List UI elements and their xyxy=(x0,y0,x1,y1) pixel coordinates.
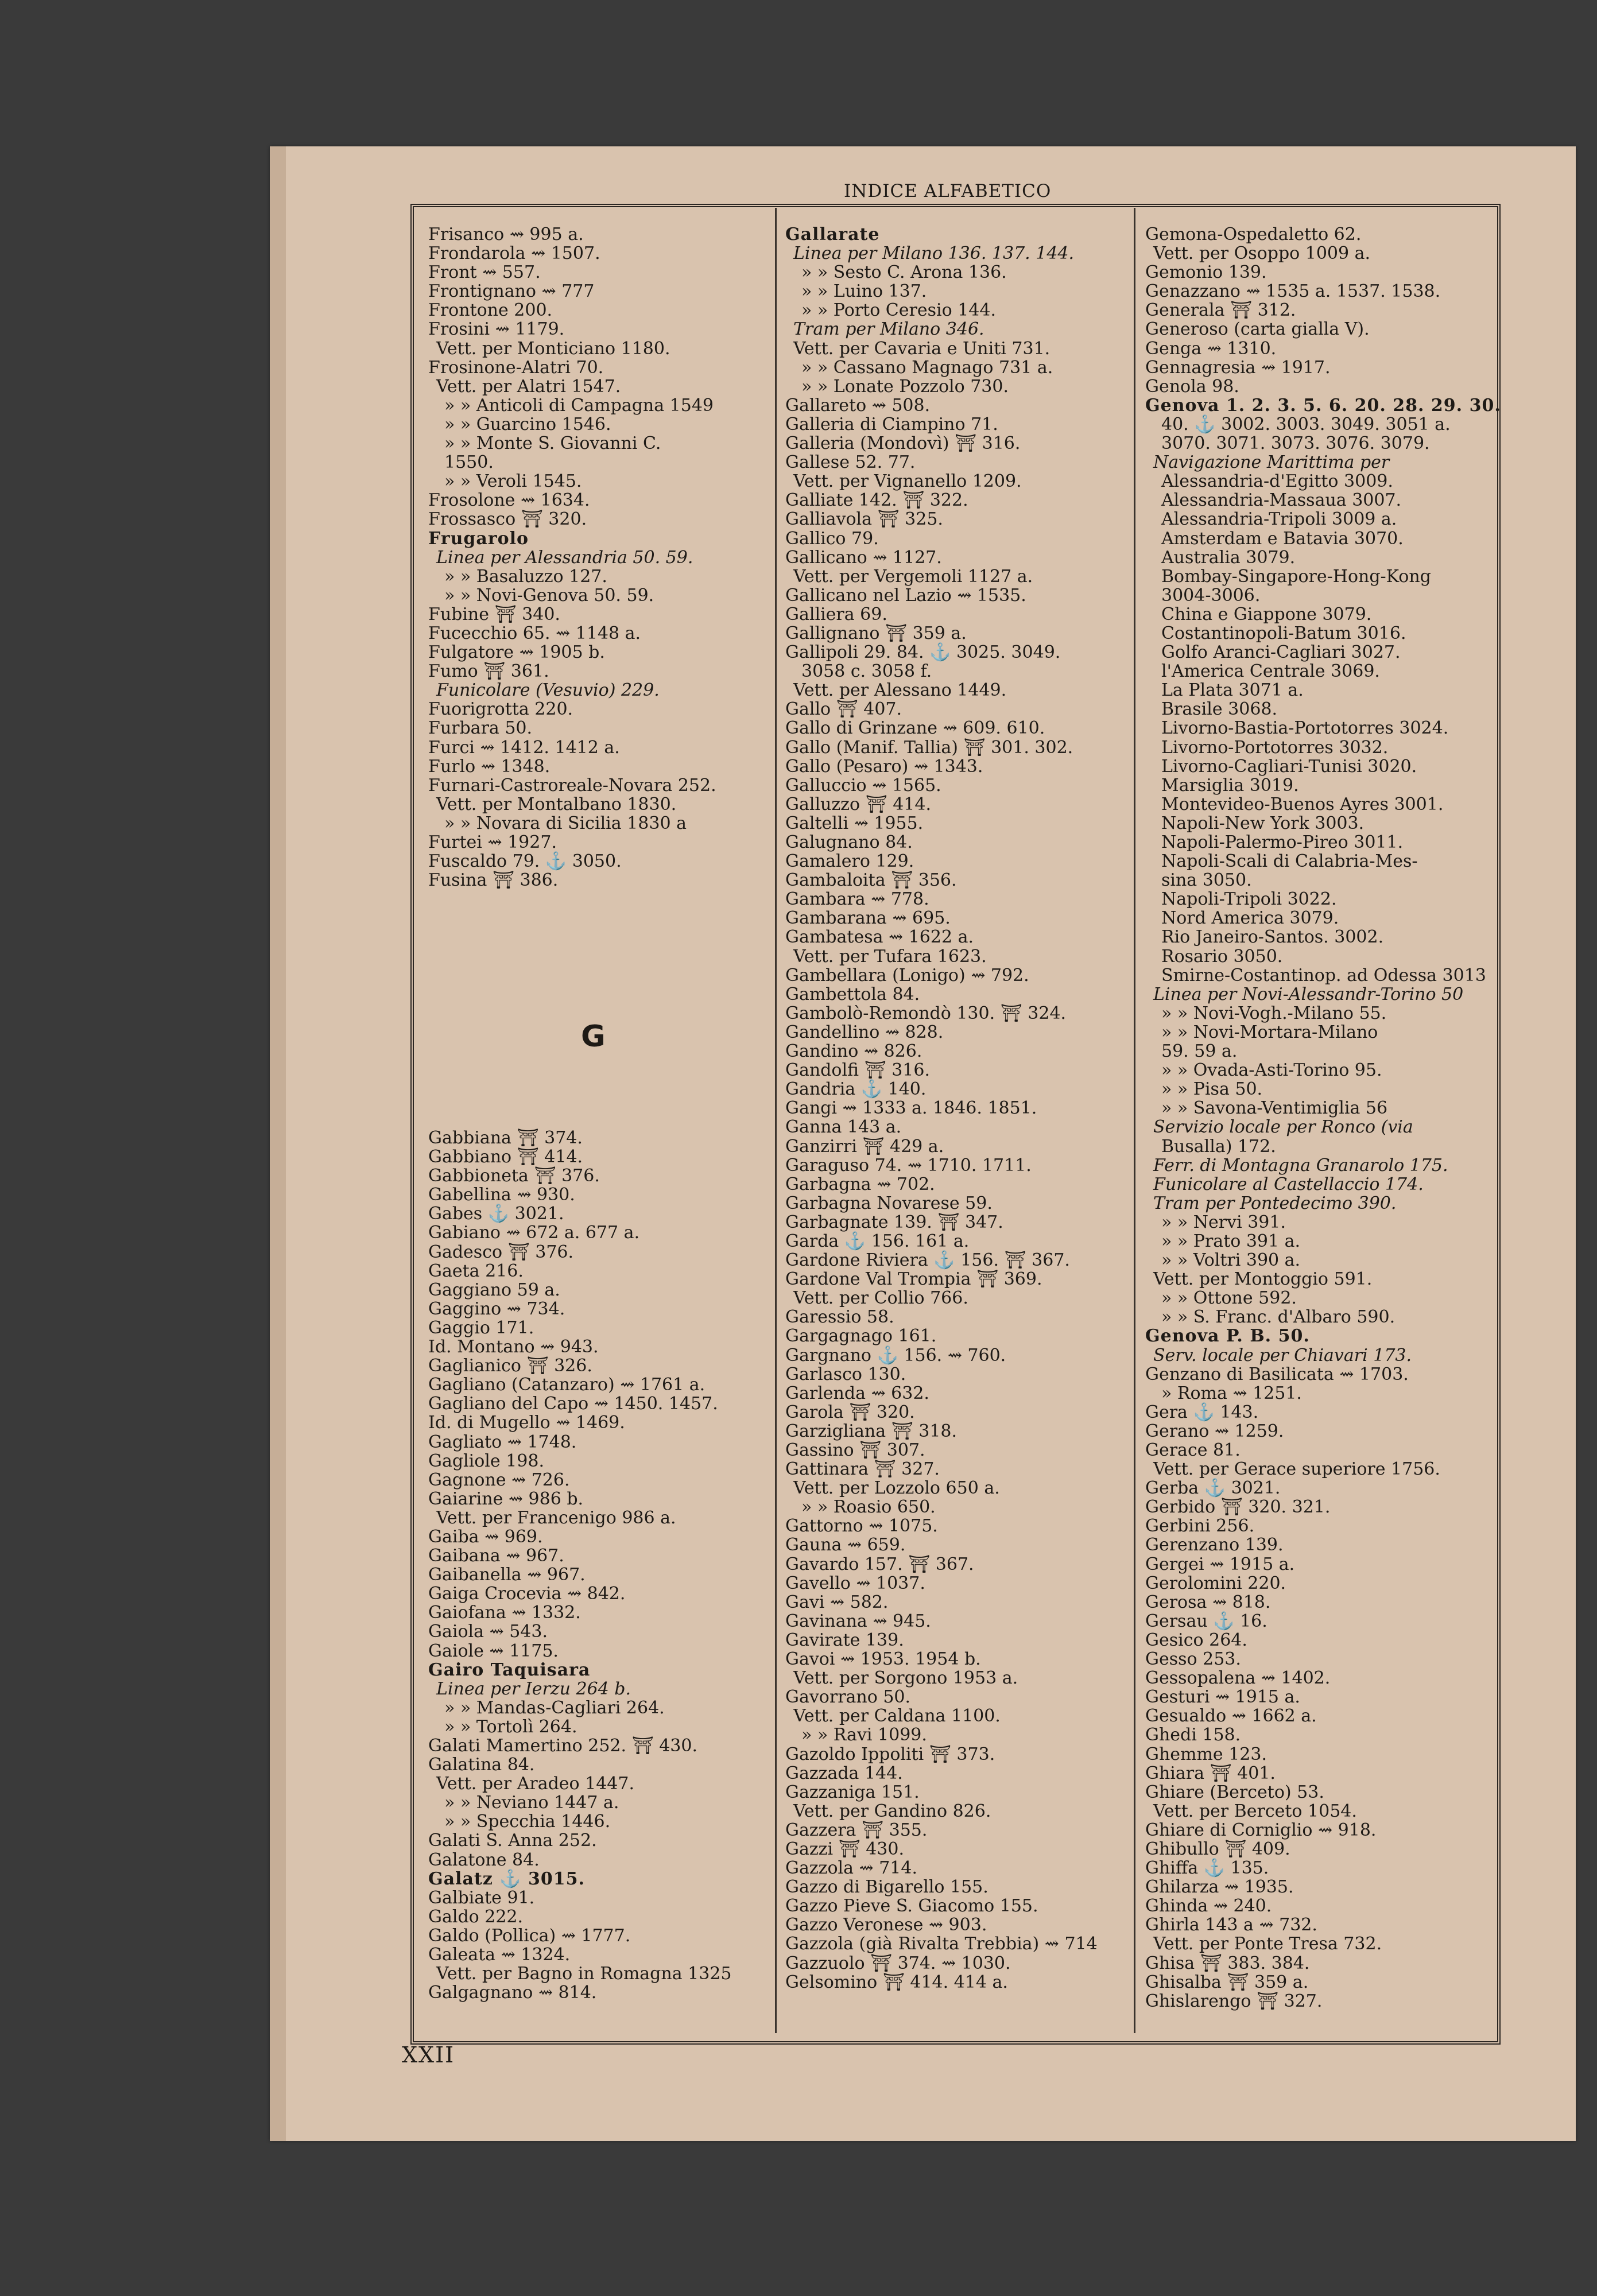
index-entry: » » Roasio 650. xyxy=(801,1497,936,1518)
index-entry: Gavirate 139. xyxy=(785,1630,904,1650)
index-entry: Ferr. di Montagna Granarolo 175. xyxy=(1153,1155,1448,1176)
section-letter: G xyxy=(581,1019,606,1054)
index-entry: Galdo 222. xyxy=(428,1906,524,1927)
index-entry: Marsiglia 3019. xyxy=(1161,775,1299,796)
index-entry: Ghedi 158. xyxy=(1145,1725,1241,1746)
index-entry: » » Ovada-Asti-Torino 95. xyxy=(1161,1060,1382,1081)
index-entry: Gabellina ⇝ 930. xyxy=(428,1185,575,1205)
index-entry: Genzano di Basilicata ⇝ 1703. xyxy=(1145,1364,1409,1384)
index-entry: Vett. per Gandino 826. xyxy=(793,1801,991,1821)
index-entry: Rio Janeiro-Santos. 3002. xyxy=(1161,927,1384,948)
index-entry: Furci ⇝ 1412. 1412 a. xyxy=(428,737,620,758)
index-entry: Fuorigrotta 220. xyxy=(428,699,573,720)
index-entry: Id. Montano ⇝ 943. xyxy=(428,1337,599,1358)
index-entry: Napoli-Scali di Calabria-Mes- xyxy=(1161,851,1418,872)
index-entry: Gairo Taquisara xyxy=(428,1659,591,1680)
index-entry: Galluccio ⇝ 1565. xyxy=(785,775,941,796)
index-entry: Ghinda ⇝ 240. xyxy=(1145,1896,1272,1917)
index-entry: sina 3050. xyxy=(1161,870,1252,891)
index-entry: Australia 3079. xyxy=(1161,547,1296,568)
index-entry: » » Voltri 390 a. xyxy=(1161,1250,1301,1271)
index-entry: Gambatesa ⇝ 1622 a. xyxy=(785,927,974,948)
index-entry: » » Guarcino 1546. xyxy=(444,414,611,435)
index-entry: Galtelli ⇝ 1955. xyxy=(785,813,924,833)
index-entry: Gattorno ⇝ 1075. xyxy=(785,1516,938,1537)
index-entry: Garlasco 130. xyxy=(785,1364,906,1384)
index-entry: Gandellino ⇝ 828. xyxy=(785,1022,944,1042)
index-entry: 3004-3006. xyxy=(1161,585,1261,606)
index-entry: Busalla) 172. xyxy=(1161,1136,1276,1157)
index-entry: Vett. per Osoppo 1009 a. xyxy=(1153,243,1371,264)
index-entry: Furnari-Castroreale-Novara 252. xyxy=(428,775,716,796)
page-spine-edge xyxy=(270,146,286,2141)
index-entry: Furbara 50. xyxy=(428,718,533,739)
index-entry: Garzigliana ⛩ 318. xyxy=(785,1421,958,1441)
index-entry: Ghiara ⛩ 401. xyxy=(1145,1763,1276,1783)
index-entry: Bombay-Singapore-Hong-Kong xyxy=(1161,566,1431,587)
index-entry: Gardone Val Trompia ⛩ 369. xyxy=(785,1269,1042,1290)
index-entry: » » Prato 391 a. xyxy=(1161,1231,1301,1251)
index-column-2 xyxy=(785,225,1118,1992)
index-entry: Gargagnago 161. xyxy=(785,1326,937,1347)
index-entry: Galati S. Anna 252. xyxy=(428,1830,597,1851)
index-entry: » » Cassano Magnago 731 a. xyxy=(801,357,1053,378)
column-rule-1 xyxy=(775,208,777,2033)
index-entry: Gesso 253. xyxy=(1145,1649,1241,1670)
index-entry: » » Monte S. Giovanni C. xyxy=(444,433,661,454)
index-entry: 59. 59 a. xyxy=(1161,1041,1238,1062)
index-entry: Gaibanella ⇝ 967. xyxy=(428,1565,586,1585)
index-entry: Ghiare (Berceto) 53. xyxy=(1145,1782,1324,1802)
index-entry: Frosolone ⇝ 1634. xyxy=(428,490,590,511)
index-entry: Ghibullo ⛩ 409. xyxy=(1145,1839,1290,1859)
index-entry: Gersau ⚓ 16. xyxy=(1145,1611,1267,1631)
index-entry: Gerosa ⇝ 818. xyxy=(1145,1592,1271,1612)
index-entry: » » Anticoli di Campagna 1549 xyxy=(444,395,714,416)
index-entry: Gambettola 84. xyxy=(785,984,920,1004)
index-entry: » Roma ⇝ 1251. xyxy=(1161,1383,1302,1403)
index-entry: Gemona-Ospedaletto 62. xyxy=(1145,224,1362,245)
index-entry: » » Novi-Mortara-Milano xyxy=(1161,1022,1378,1042)
index-entry: Gallareto ⇝ 508. xyxy=(785,395,931,416)
index-entry: Gadesco ⛩ 376. xyxy=(428,1242,574,1262)
index-entry: Gambarana ⇝ 695. xyxy=(785,908,951,929)
index-entry: Gamalero 129. xyxy=(785,851,914,872)
index-entry: Gandolfi ⛩ 316. xyxy=(785,1060,930,1081)
index-entry: Gambellara (Lonigo) ⇝ 792. xyxy=(785,965,1029,986)
index-entry: 3070. 3071. 3073. 3076. 3079. xyxy=(1161,433,1430,454)
index-entry: La Plata 3071 a. xyxy=(1161,680,1304,701)
index-entry: Gassino ⛩ 307. xyxy=(785,1440,925,1460)
index-entry: Gazzera ⛩ 355. xyxy=(785,1820,928,1840)
index-entry: Galleria di Ciampino 71. xyxy=(785,414,998,435)
index-entry: Napoli-New York 3003. xyxy=(1161,813,1365,833)
index-entry: Alessandria-d'Egitto 3009. xyxy=(1161,471,1393,492)
index-entry: Gavoi ⇝ 1953. 1954 b. xyxy=(785,1649,981,1670)
index-entry: Galeata ⇝ 1324. xyxy=(428,1945,571,1965)
index-entry: Ghiffa ⚓ 135. xyxy=(1145,1858,1269,1879)
index-entry: » » Basaluzzo 127. xyxy=(444,566,607,587)
index-entry: Gergei ⇝ 1915 a. xyxy=(1145,1554,1295,1574)
index-entry: Gallipoli 29. 84. ⚓ 3025. 3049. xyxy=(785,642,1061,663)
index-entry: Gaibana ⇝ 967. xyxy=(428,1546,564,1566)
index-entry: Gazzo Pieve S. Giacomo 155. xyxy=(785,1896,1038,1917)
index-entry: » » Neviano 1447 a. xyxy=(444,1793,619,1813)
index-entry: Garbagna Novarese 59. xyxy=(785,1193,993,1213)
index-entry: Serv. locale per Chiavari 173. xyxy=(1153,1345,1412,1366)
index-entry: Vett. per Lozzolo 650 a. xyxy=(793,1478,1000,1499)
index-entry: Gaiole ⇝ 1175. xyxy=(428,1640,559,1661)
index-entry: » » Sesto C. Arona 136. xyxy=(801,262,1007,283)
index-column-1-g xyxy=(428,1128,761,2002)
index-entry: Linea per Novi-Alessandr-Torino 50 xyxy=(1153,984,1464,1004)
index-entry: Gazzola ⇝ 714. xyxy=(785,1858,918,1879)
index-entry: Gessopalena ⇝ 1402. xyxy=(1145,1668,1331,1689)
index-entry: Genazzano ⇝ 1535 a. 1537. 1538. xyxy=(1145,281,1441,302)
index-entry: » » Savona-Ventimiglia 56 xyxy=(1161,1098,1388,1119)
index-entry: Nord America 3079. xyxy=(1161,908,1339,929)
index-entry: Gaggiano 59 a. xyxy=(428,1279,560,1300)
index-entry: Gagliato ⇝ 1748. xyxy=(428,1432,577,1452)
index-entry: Vett. per Alatri 1547. xyxy=(436,376,621,397)
index-entry: » » Pisa 50. xyxy=(1161,1079,1263,1100)
index-entry: Galatina 84. xyxy=(428,1755,535,1775)
index-entry: Ghemme 123. xyxy=(1145,1744,1267,1764)
index-entry: Gaggino ⇝ 734. xyxy=(428,1298,565,1319)
index-entry: Gallo (Manif. Tallia) ⛩ 301. 302. xyxy=(785,737,1073,758)
index-entry: Gavello ⇝ 1037. xyxy=(785,1573,925,1593)
index-entry: Alessandria-Tripoli 3009 a. xyxy=(1161,509,1397,530)
index-entry: Galdo (Pollica) ⇝ 1777. xyxy=(428,1925,631,1946)
index-entry: Gabbiano ⛩ 414. xyxy=(428,1147,583,1168)
index-entry: Gaiola ⇝ 543. xyxy=(428,1622,548,1642)
index-entry: Gazzola (già Rivalta Trebbia) ⇝ 714 xyxy=(785,1934,1098,1954)
index-entry: Funicolare al Castellaccio 174. xyxy=(1153,1174,1424,1194)
index-entry: Brasile 3068. xyxy=(1161,699,1278,720)
index-entry: Linea per Milano 136. 137. 144. xyxy=(793,243,1075,264)
index-entry: Galliera 69. xyxy=(785,604,887,625)
index-entry: l'America Centrale 3069. xyxy=(1161,661,1380,682)
index-entry: Napoli-Palermo-Pireo 3011. xyxy=(1161,832,1404,852)
index-entry: Gabbiana ⛩ 374. xyxy=(428,1128,583,1148)
index-entry: Gagliano (Catanzaro) ⇝ 1761 a. xyxy=(428,1375,706,1395)
index-entry: Gavinana ⇝ 945. xyxy=(785,1611,931,1631)
index-entry: Garlenda ⇝ 632. xyxy=(785,1383,929,1403)
index-entry: 40. ⚓ 3002. 3003. 3049. 3051 a. xyxy=(1161,414,1451,435)
index-entry: » » Novara di Sicilia 1830 a xyxy=(444,813,687,833)
index-entry: Garaguso 74. ⇝ 1710. 1711. xyxy=(785,1155,1032,1176)
index-entry: » » Mandas-Cagliari 264. xyxy=(444,1697,665,1718)
index-entry: Garola ⛩ 320. xyxy=(785,1402,915,1422)
index-entry: Gera ⚓ 143. xyxy=(1145,1402,1259,1422)
index-entry: Frontignano ⇝ 777 xyxy=(428,281,595,302)
index-entry: Linea per Alessandria 50. 59. xyxy=(436,547,693,568)
index-entry: Galliavola ⛩ 325. xyxy=(785,509,943,530)
index-entry: Vett. per Montalbano 1830. xyxy=(436,794,677,815)
index-entry: Rosario 3050. xyxy=(1161,946,1283,967)
running-head: INDICE ALFABETICO xyxy=(844,181,1052,201)
index-entry: » » Porto Ceresio 144. xyxy=(801,300,996,321)
index-entry: Furtei ⇝ 1927. xyxy=(428,832,557,852)
index-entry: Vett. per Vergemoli 1127 a. xyxy=(793,566,1033,587)
index-entry: Gazzada 144. xyxy=(785,1763,903,1783)
index-entry: Gerolomini 220. xyxy=(1145,1573,1286,1593)
index-entry: Frisanco ⇝ 995 a. xyxy=(428,224,584,245)
index-entry: Galgagnano ⇝ 814. xyxy=(428,1983,597,2003)
index-entry: Fulgatore ⇝ 1905 b. xyxy=(428,642,605,663)
index-entry: Navigazione Marittima per xyxy=(1153,452,1390,473)
index-entry: Gabbioneta ⛩ 376. xyxy=(428,1166,600,1186)
index-entry: » » Tortolì 264. xyxy=(444,1716,577,1737)
index-entry: Gelsomino ⛩ 414. 414 a. xyxy=(785,1972,1008,1992)
index-entry: » » Novi-Genova 50. 59. xyxy=(444,585,654,606)
index-entry: Livorno-Bastia-Portotorres 3024. xyxy=(1161,718,1449,739)
index-entry: Gerano ⇝ 1259. xyxy=(1145,1421,1284,1441)
index-entry: Vett. per Berceto 1054. xyxy=(1153,1801,1357,1821)
index-entry: Vett. per Monticiano 1180. xyxy=(436,338,670,359)
index-entry: Genova 1. 2. 3. 5. 6. 20. 28. 29. 30. xyxy=(1145,395,1501,416)
index-entry: Gazzi ⛩ 430. xyxy=(785,1839,905,1859)
index-entry: Genga ⇝ 1310. xyxy=(1145,338,1277,359)
index-entry: Gaiga Crocevia ⇝ 842. xyxy=(428,1584,626,1604)
index-entry: » » S. Franc. d'Albaro 590. xyxy=(1161,1307,1396,1328)
index-entry: Gerenzano 139. xyxy=(1145,1535,1284,1556)
index-entry: Gallo di Grinzane ⇝ 609. 610. xyxy=(785,718,1045,739)
index-entry: Gallignano ⛩ 359 a. xyxy=(785,623,967,643)
index-entry: Gavardo 157. ⛩ 367. xyxy=(785,1554,974,1574)
index-entry: Montevideo-Buenos Ayres 3001. xyxy=(1161,794,1444,815)
index-entry: » » Nervi 391. xyxy=(1161,1212,1286,1232)
index-entry: Gattinara ⛩ 327. xyxy=(785,1459,940,1480)
index-entry: Gagnone ⇝ 726. xyxy=(428,1469,570,1490)
index-entry: Gesico 264. xyxy=(1145,1630,1247,1650)
index-entry: Costantinopoli-Batum 3016. xyxy=(1161,623,1406,643)
index-entry: Vett. per Caldana 1100. xyxy=(793,1706,1001,1727)
index-entry: Generoso (carta gialla V). xyxy=(1145,319,1370,340)
index-entry: Gallo (Pesaro) ⇝ 1343. xyxy=(785,756,983,777)
index-entry: Ghiare di Corniglio ⇝ 918. xyxy=(1145,1820,1377,1840)
index-entry: Gagliole 198. xyxy=(428,1450,544,1471)
index-entry: Vett. per Tufara 1623. xyxy=(793,946,987,967)
index-entry: Garda ⚓ 156. 161 a. xyxy=(785,1231,970,1251)
index-entry: Gennagresia ⇝ 1917. xyxy=(1145,357,1331,378)
index-entry: Galluzzo ⛩ 414. xyxy=(785,794,931,815)
index-entry: Galliate 142. ⛩ 322. xyxy=(785,490,968,511)
index-entry: Gaglianico ⛩ 326. xyxy=(428,1356,592,1376)
index-entry: Gerba ⚓ 3021. xyxy=(1145,1478,1281,1499)
index-entry: Gangi ⇝ 1333 a. 1846. 1851. xyxy=(785,1098,1037,1119)
index-entry: Gesualdo ⇝ 1662 a. xyxy=(1145,1706,1317,1727)
page-number: XXII xyxy=(402,2042,455,2068)
index-entry: Furlo ⇝ 1348. xyxy=(428,756,551,777)
index-entry: Vett. per Vignanello 1209. xyxy=(793,471,1022,492)
index-entry: Fumo ⛩ 361. xyxy=(428,661,549,682)
index-entry: Vett. per Cavaria e Uniti 731. xyxy=(793,338,1051,359)
index-entry: Gaiarine ⇝ 986 b. xyxy=(428,1488,584,1509)
index-entry: Smirne-Costantinop. ad Odessa 3013 xyxy=(1161,965,1486,986)
index-entry: Id. di Mugello ⇝ 1469. xyxy=(428,1413,625,1433)
index-entry: Gerbido ⛩ 320. 321. xyxy=(1145,1497,1331,1518)
index-entry: Tram per Milano 346. xyxy=(793,319,984,340)
index-entry: Genola 98. xyxy=(1145,376,1239,397)
index-entry: » » Ravi 1099. xyxy=(801,1725,927,1746)
index-entry: Gazzo di Bigarello 155. xyxy=(785,1877,989,1898)
index-entry: Gaiba ⇝ 969. xyxy=(428,1526,543,1547)
index-entry: Vett. per Bagno in Romagna 1325 xyxy=(436,1964,732,1984)
index-entry: » » Lonate Pozzolo 730. xyxy=(801,376,1009,397)
index-entry: Vett. per Alessano 1449. xyxy=(793,680,1007,701)
index-entry: Galatone 84. xyxy=(428,1849,540,1870)
index-entry: Gargnano ⚓ 156. ⇝ 760. xyxy=(785,1345,1006,1366)
index-entry: Garbagnate 139. ⛩ 347. xyxy=(785,1212,1003,1232)
index-entry: Vett. per Ponte Tresa 732. xyxy=(1153,1934,1382,1954)
index-entry: Gallicano ⇝ 1127. xyxy=(785,547,942,568)
index-entry: Gabiano ⇝ 672 a. 677 a. xyxy=(428,1223,640,1243)
index-entry: Gerbini 256. xyxy=(1145,1516,1255,1537)
index-entry: Ghisa ⛩ 383. 384. xyxy=(1145,1953,1310,1973)
index-entry: Vett. per Francenigo 986 a. xyxy=(436,1507,676,1528)
index-entry: Gardone Riviera ⚓ 156. ⛩ 367. xyxy=(785,1250,1070,1271)
index-entry: Gagliano del Capo ⇝ 1450. 1457. xyxy=(428,1394,718,1414)
index-entry: Ghislarengo ⛩ 327. xyxy=(1145,1991,1323,2011)
index-entry: Galleria (Mondovì) ⛩ 316. xyxy=(785,433,1021,454)
index-entry: Gambaloita ⛩ 356. xyxy=(785,870,957,891)
index-entry: Galbiate 91. xyxy=(428,1887,535,1908)
index-entry: Gaeta 216. xyxy=(428,1261,524,1281)
index-entry: Golfo Aranci-Cagliari 3027. xyxy=(1161,642,1401,663)
index-entry: Gallese 52. 77. xyxy=(785,452,916,473)
index-entry: Gambolò-Remondò 130. ⛩ 324. xyxy=(785,1003,1067,1023)
index-entry: 3058 c. 3058 f. xyxy=(801,661,932,682)
index-entry: Livorno-Cagliari-Tunisi 3020. xyxy=(1161,756,1417,777)
index-entry: Frugarolo xyxy=(428,528,529,549)
index-entry: Galati Mamertino 252. ⛩ 430. xyxy=(428,1736,697,1756)
index-entry: Frosinone-Alatri 70. xyxy=(428,357,604,378)
index-entry: Fuscaldo 79. ⚓ 3050. xyxy=(428,851,622,872)
index-column-1 xyxy=(428,225,761,890)
index-entry: Ganna 143 a. xyxy=(785,1117,902,1138)
index-entry: Gazzaniga 151. xyxy=(785,1782,920,1802)
index-entry: » » Veroli 1545. xyxy=(444,471,582,492)
index-entry: China e Giappone 3079. xyxy=(1161,604,1372,625)
index-entry: Gaiofana ⇝ 1332. xyxy=(428,1603,581,1623)
index-entry: Fusina ⛩ 386. xyxy=(428,870,559,891)
index-entry: Fucecchio 65. ⇝ 1148 a. xyxy=(428,623,641,643)
index-entry: » » Specchia 1446. xyxy=(444,1812,611,1832)
index-entry: Frossasco ⛩ 320. xyxy=(428,509,587,530)
index-entry: Garessio 58. xyxy=(785,1307,894,1328)
index-entry: Gemonio 139. xyxy=(1145,262,1267,283)
index-entry: » » Novi-Vogh.-Milano 55. xyxy=(1161,1003,1387,1023)
index-entry: Ghilarza ⇝ 1935. xyxy=(1145,1877,1294,1898)
index-entry: Tram per Pontedecimo 390. xyxy=(1153,1193,1397,1213)
index-entry: Gazzuolo ⛩ 374. ⇝ 1030. xyxy=(785,1953,1011,1973)
index-entry: Gauna ⇝ 659. xyxy=(785,1535,906,1556)
index-entry: Galatz ⚓ 3015. xyxy=(428,1868,585,1889)
index-entry: Genova P. B. 50. xyxy=(1145,1326,1310,1347)
index-entry: Ghisalba ⛩ 359 a. xyxy=(1145,1972,1309,1992)
index-entry: Gabes ⚓ 3021. xyxy=(428,1204,564,1224)
index-entry: » » Ottone 592. xyxy=(1161,1288,1297,1309)
index-entry: Frontone 200. xyxy=(428,300,553,321)
index-entry: Gallico 79. xyxy=(785,528,879,549)
index-entry: Linea per Ierzu 264 b. xyxy=(436,1678,631,1699)
index-entry: Gambara ⇝ 778. xyxy=(785,889,929,910)
index-entry: Ghirla 143 a ⇝ 732. xyxy=(1145,1915,1317,1936)
index-entry: Ganzirri ⛩ 429 a. xyxy=(785,1136,944,1157)
index-entry: 1550. xyxy=(444,452,494,473)
index-entry: Gallarate xyxy=(785,224,880,245)
index-entry: Gazzo Veronese ⇝ 903. xyxy=(785,1915,987,1936)
index-entry: Servizio locale per Ronco (via xyxy=(1153,1117,1413,1138)
index-entry: Garbagna ⇝ 702. xyxy=(785,1174,935,1194)
index-entry: » » Luino 137. xyxy=(801,281,927,302)
index-entry: Livorno-Portotorres 3032. xyxy=(1161,737,1389,758)
index-entry: Gaggio 171. xyxy=(428,1317,534,1338)
index-entry: Gazoldo Ippoliti ⛩ 373. xyxy=(785,1744,995,1764)
index-entry: Gandria ⚓ 140. xyxy=(785,1079,927,1100)
index-entry: Vett. per Sorgono 1953 a. xyxy=(793,1668,1018,1689)
index-entry: Funicolare (Vesuvio) 229. xyxy=(436,680,660,701)
index-entry: Frosini ⇝ 1179. xyxy=(428,319,565,340)
index-entry: Vett. per Gerace superiore 1756. xyxy=(1153,1459,1440,1480)
index-entry: Vett. per Aradeo 1447. xyxy=(436,1774,635,1794)
index-entry: Gesturi ⇝ 1915 a. xyxy=(1145,1687,1300,1708)
index-entry: Fubine ⛩ 340. xyxy=(428,604,560,625)
index-entry: Gerace 81. xyxy=(1145,1440,1241,1460)
index-entry: Gavorrano 50. xyxy=(785,1687,911,1708)
index-entry: Gallicano nel Lazio ⇝ 1535. xyxy=(785,585,1026,606)
index-entry: Napoli-Tripoli 3022. xyxy=(1161,889,1337,910)
index-entry: Galugnano 84. xyxy=(785,832,913,852)
index-entry: Vett. per Collio 766. xyxy=(793,1288,968,1309)
index-entry: Generala ⛩ 312. xyxy=(1145,300,1296,321)
index-entry: Gandino ⇝ 826. xyxy=(785,1041,922,1062)
index-entry: Alessandria-Massaua 3007. xyxy=(1161,490,1402,511)
index-entry: Gavi ⇝ 582. xyxy=(785,1592,889,1612)
index-entry: Frondarola ⇝ 1507. xyxy=(428,243,600,264)
index-column-3 xyxy=(1145,224,1501,2011)
column-rule-2 xyxy=(1134,208,1135,2033)
index-entry: Gallo ⛩ 407. xyxy=(785,699,902,720)
index-entry: Amsterdam e Batavia 3070. xyxy=(1161,528,1404,549)
index-entry: Front ⇝ 557. xyxy=(428,262,541,283)
index-entry: Vett. per Montoggio 591. xyxy=(1153,1269,1373,1290)
